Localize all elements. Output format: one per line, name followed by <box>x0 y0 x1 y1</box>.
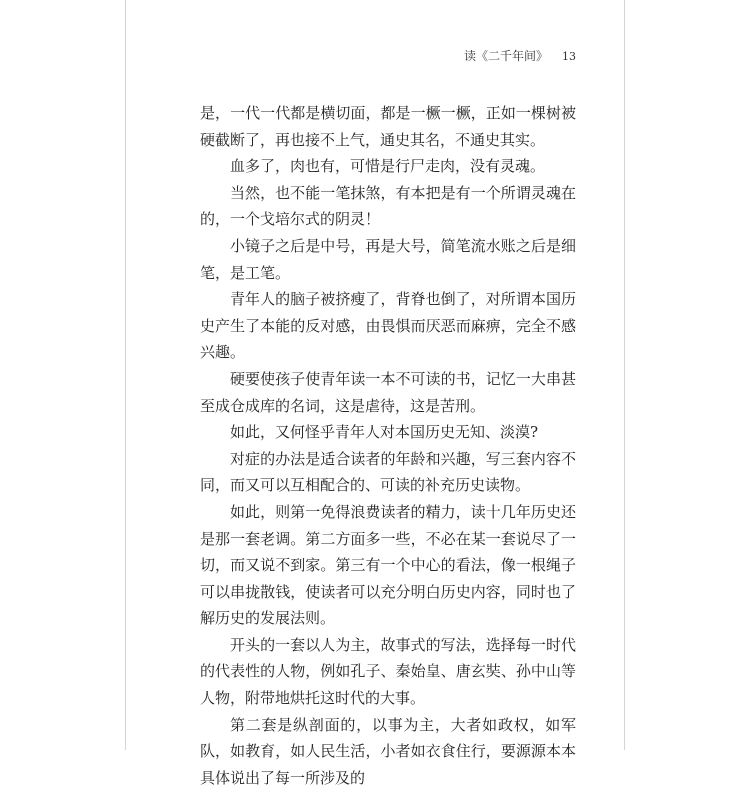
page-number: 13 <box>562 50 576 63</box>
body-text <box>200 100 576 791</box>
paragraph: 如此，则第一免得浪费读者的精力，读十几年历史还是那一套老调。第二方面多一些，不必在某一套说尽了一切，而又说不到家。第三有一个中心的看法，像一根绳子可以串拢散钱，使读者可以充分明白历史内容，同时也了解历史的发展法则。 <box>200 502 576 628</box>
paragraph: 第二套是纵剖面的，以事为主，大者如政权，如军队，如教育，如人民生活，小者如衣食住行，要源源本本具体说出了每一所涉及的 <box>200 715 576 787</box>
paragraph: 血多了，肉也有，可惜是行尸走肉，没有灵魂。 <box>230 157 546 176</box>
running-title: 读《二千年间》 <box>463 49 548 63</box>
paragraph: 如此，又何怪乎青年人对本国历史无知、淡漠? <box>230 423 539 442</box>
paragraph: 对症的办法是适合读者的年龄和兴趣，写三套内容不同，而又可以互相配合的、可读的补充历史读物。 <box>200 449 576 495</box>
paragraph: 是，一代一代都是横切面，都是一橛一橛，正如一棵树被硬截断了，再也接不上气，通史其名，不通史其实。 <box>200 104 576 149</box>
paragraph: 当然，也不能一笔抹煞，有本把是有一个所谓灵魂在的，一个戈培尔式的阴灵！ <box>200 183 576 229</box>
book-page <box>125 0 625 787</box>
paragraph: 青年人的脑子被挤瘦了，背脊也倒了，对所谓本国历史产生了本能的反对感，由畏惧而厌恶而麻痹，完全不感兴趣。 <box>200 290 576 362</box>
paragraph: 小镜子之后是中号，再是大号，简笔流水账之后是细笔，是工笔。 <box>200 236 576 282</box>
paragraph: 开头的一套以人为主，故事式的写法，选择每一时代的代表性的人物，例如孔子、秦始皇、唐玄奘、孙中山等人物，附带地烘托这时代的大事。 <box>200 635 576 708</box>
paragraph: 硬要使孩子使青年读一本不可读的书，记忆一大串甚至成仓成库的名词，这是虐待，这是苦刑。 <box>200 369 576 415</box>
running-header <box>464 47 576 64</box>
